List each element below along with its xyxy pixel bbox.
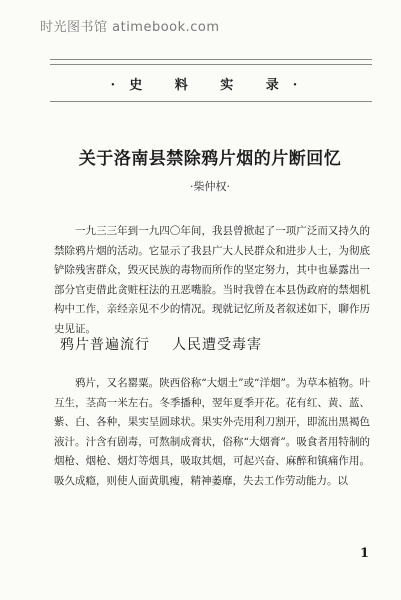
- article-author: ·柴仲权·: [190, 180, 230, 193]
- subheading: [60, 334, 370, 354]
- page-number: 1: [359, 546, 369, 561]
- header-rule-top-double: [50, 64, 372, 65]
- section-label: ·史 料 实 录·: [110, 78, 312, 93]
- intro-paragraph: [54, 222, 370, 339]
- body-paragraph: [54, 374, 370, 491]
- subheading-left: 鸦片普遍流行: [60, 337, 150, 353]
- body-text: 鸦片，又名罂粟。陕西俗称“大烟土”或“洋烟”。为草本植物。叶互生，茎高一米左右。冬季播种，翌年夏季开花。花有红、黄、蓝、紫、白、各种，果实呈圆球状。果实外壳用利刀割开，即流出黑褐色液汁。汁含有剧毒，可熬制成膏状，俗称“大烟膏”。吸食者用特制的烟枪、烟枪、烟灯等烟具，吸取其烟，可起兴奋、麻醉和镇痛作用。吸久成瘾，则使人面黄肌瘦，精神萎靡，失去工作劳动能力。以: [54, 377, 370, 487]
- intro-text: 一九三三年到一九四〇年间，我县曾掀起了一项广泛而又持久的禁除鸦片烟的活动。它显示了我县广大人民群众和进步人士，为彻底铲除残害群众，毁灭民族的毒物而所作的坚定努力，其中也暴露出一部分官吏借此贪赃枉法的丑恶嘴脸。当时我曾在本县伪政府的禁烟机构中工作，亲经亲见不少的情况。现就记忆所及者叙述如下，聊作历史见证。: [54, 225, 370, 335]
- header-rule-top: [50, 59, 372, 60]
- article-title: 关于洛南县禁除鸦片烟的片断回忆: [78, 149, 342, 169]
- watermark: 时光图书馆 atimebook.com: [40, 20, 220, 35]
- header-rule-bottom: [50, 101, 372, 102]
- subheading-right: 人民遭受毒害: [172, 337, 262, 353]
